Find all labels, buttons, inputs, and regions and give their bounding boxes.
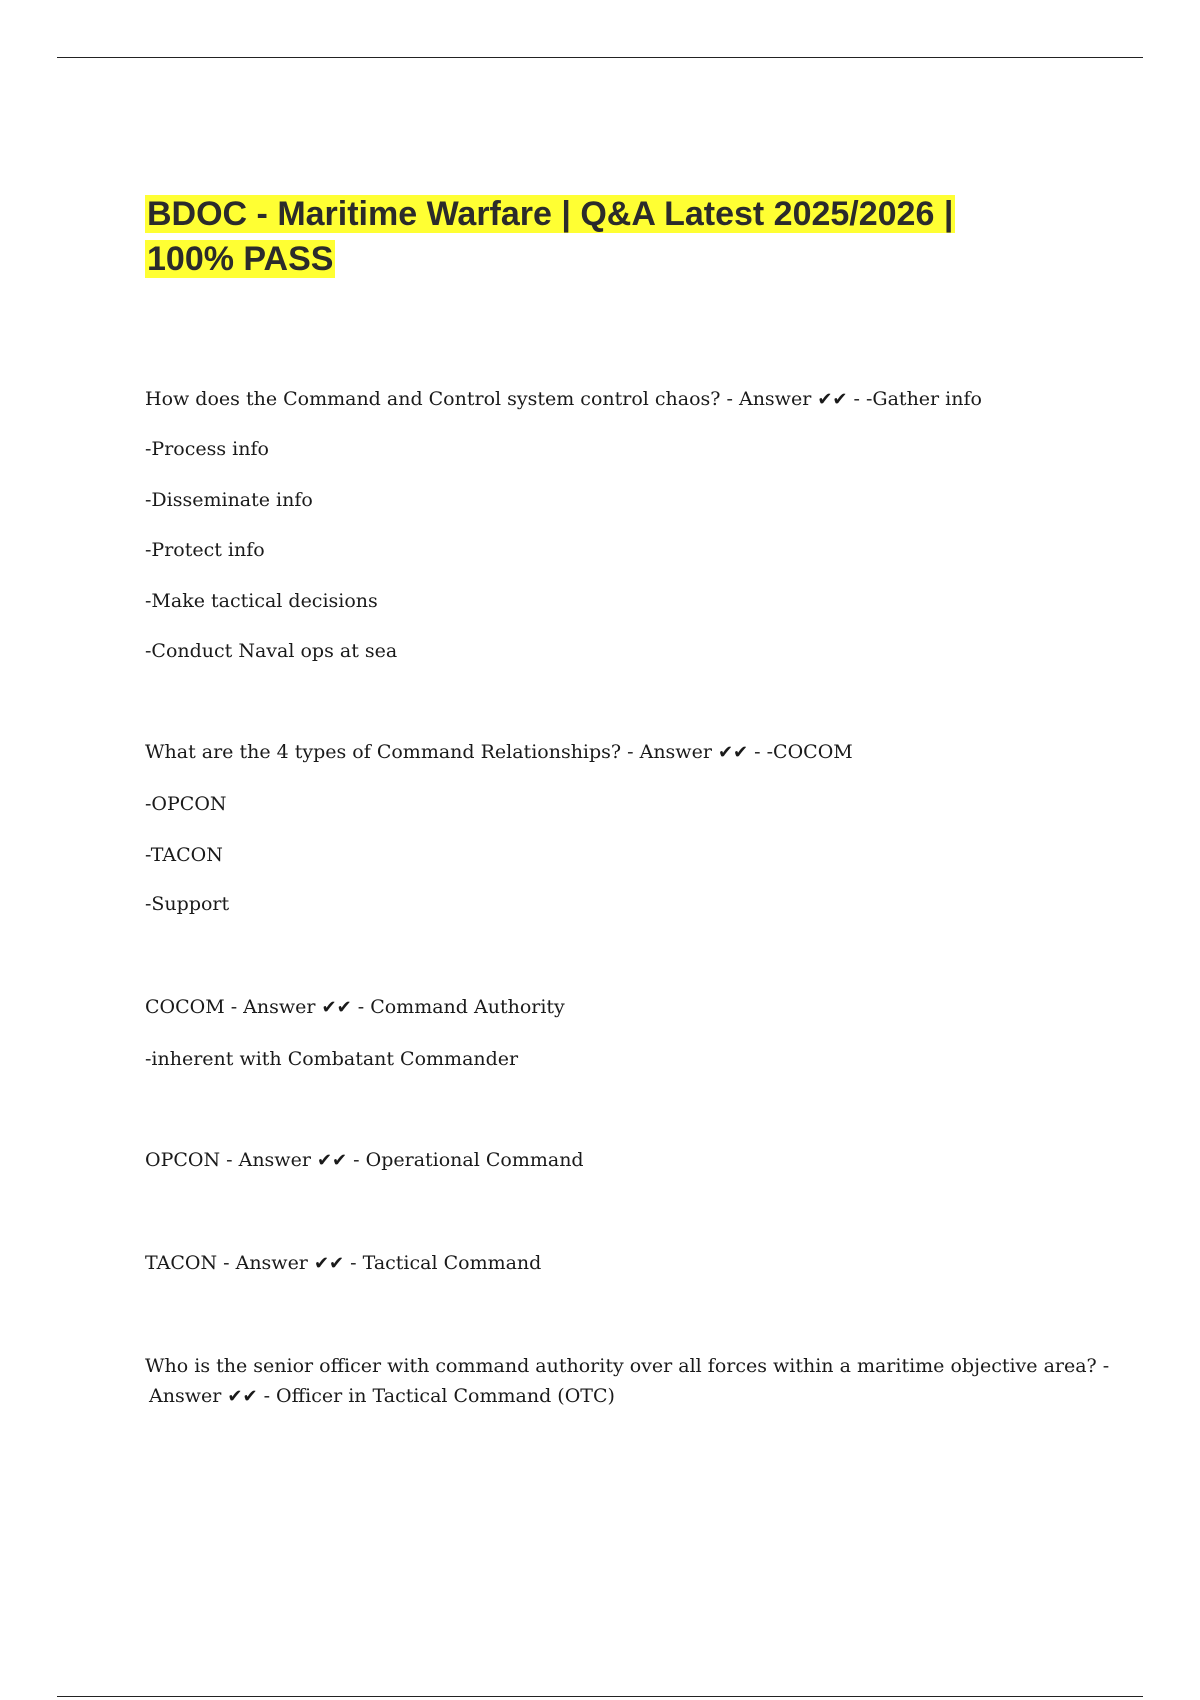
question-text: COCOM - Answer: [145, 996, 316, 1018]
qa-1-item: -Make tactical decisions: [145, 590, 378, 612]
qa-2-question: [145, 739, 853, 766]
question-text: TACON - Answer: [145, 1252, 308, 1274]
answer-text: - -Gather info: [853, 388, 982, 410]
qa-1-item: -Disseminate info: [145, 489, 313, 511]
qa-2-item: -OPCON: [145, 793, 227, 815]
check-icon: ✔✔: [313, 1253, 345, 1274]
check-icon: ✔✔: [321, 997, 352, 1018]
qa-1-item: -Process info: [145, 438, 269, 460]
answer-text: - Tactical Command: [350, 1252, 542, 1274]
qa-1-item: -Protect info: [145, 539, 265, 561]
footer-rule: [57, 1696, 1143, 1697]
answer-text: - Officer in Tactical Command (OTC): [263, 1385, 615, 1407]
qa-6-answer: [149, 1383, 615, 1410]
check-icon: ✔✔: [817, 389, 848, 410]
answer-text: - Command Authority: [357, 996, 565, 1018]
question-text: How does the Command and Control system control chaos? - Answer: [145, 388, 812, 410]
qa-1-item: -Conduct Naval ops at sea: [145, 640, 398, 662]
check-icon: ✔✔: [717, 742, 749, 763]
qa-2-item: -Support: [145, 893, 230, 915]
title-line-2: 100% PASS: [147, 240, 334, 278]
answer-text: - -COCOM: [754, 741, 853, 763]
question-text: What are the 4 types of Command Relationships? - Answer: [145, 741, 712, 763]
qa-3-question: [145, 994, 565, 1021]
document-title: [145, 192, 1045, 282]
check-icon: ✔✔: [227, 1386, 258, 1407]
qa-3-item: -inherent with Combatant Commander: [145, 1048, 519, 1070]
qa-2-item: -TACON: [145, 844, 223, 866]
check-icon: ✔✔: [316, 1150, 348, 1171]
title-line-1: BDOC - Maritime Warfare | Q&A Latest 2025/2026 |: [147, 195, 954, 233]
qa-4-question: [145, 1147, 584, 1174]
header-rule: [57, 57, 1143, 58]
qa-1-question: [145, 386, 982, 413]
question-text: Answer: [149, 1385, 222, 1407]
qa-6-question: Who is the senior officer with command authority over all forces within a maritime objective area? -: [145, 1355, 1110, 1377]
question-text: OPCON - Answer: [145, 1149, 311, 1171]
qa-5-question: [145, 1250, 541, 1277]
answer-text: - Operational Command: [353, 1149, 584, 1171]
